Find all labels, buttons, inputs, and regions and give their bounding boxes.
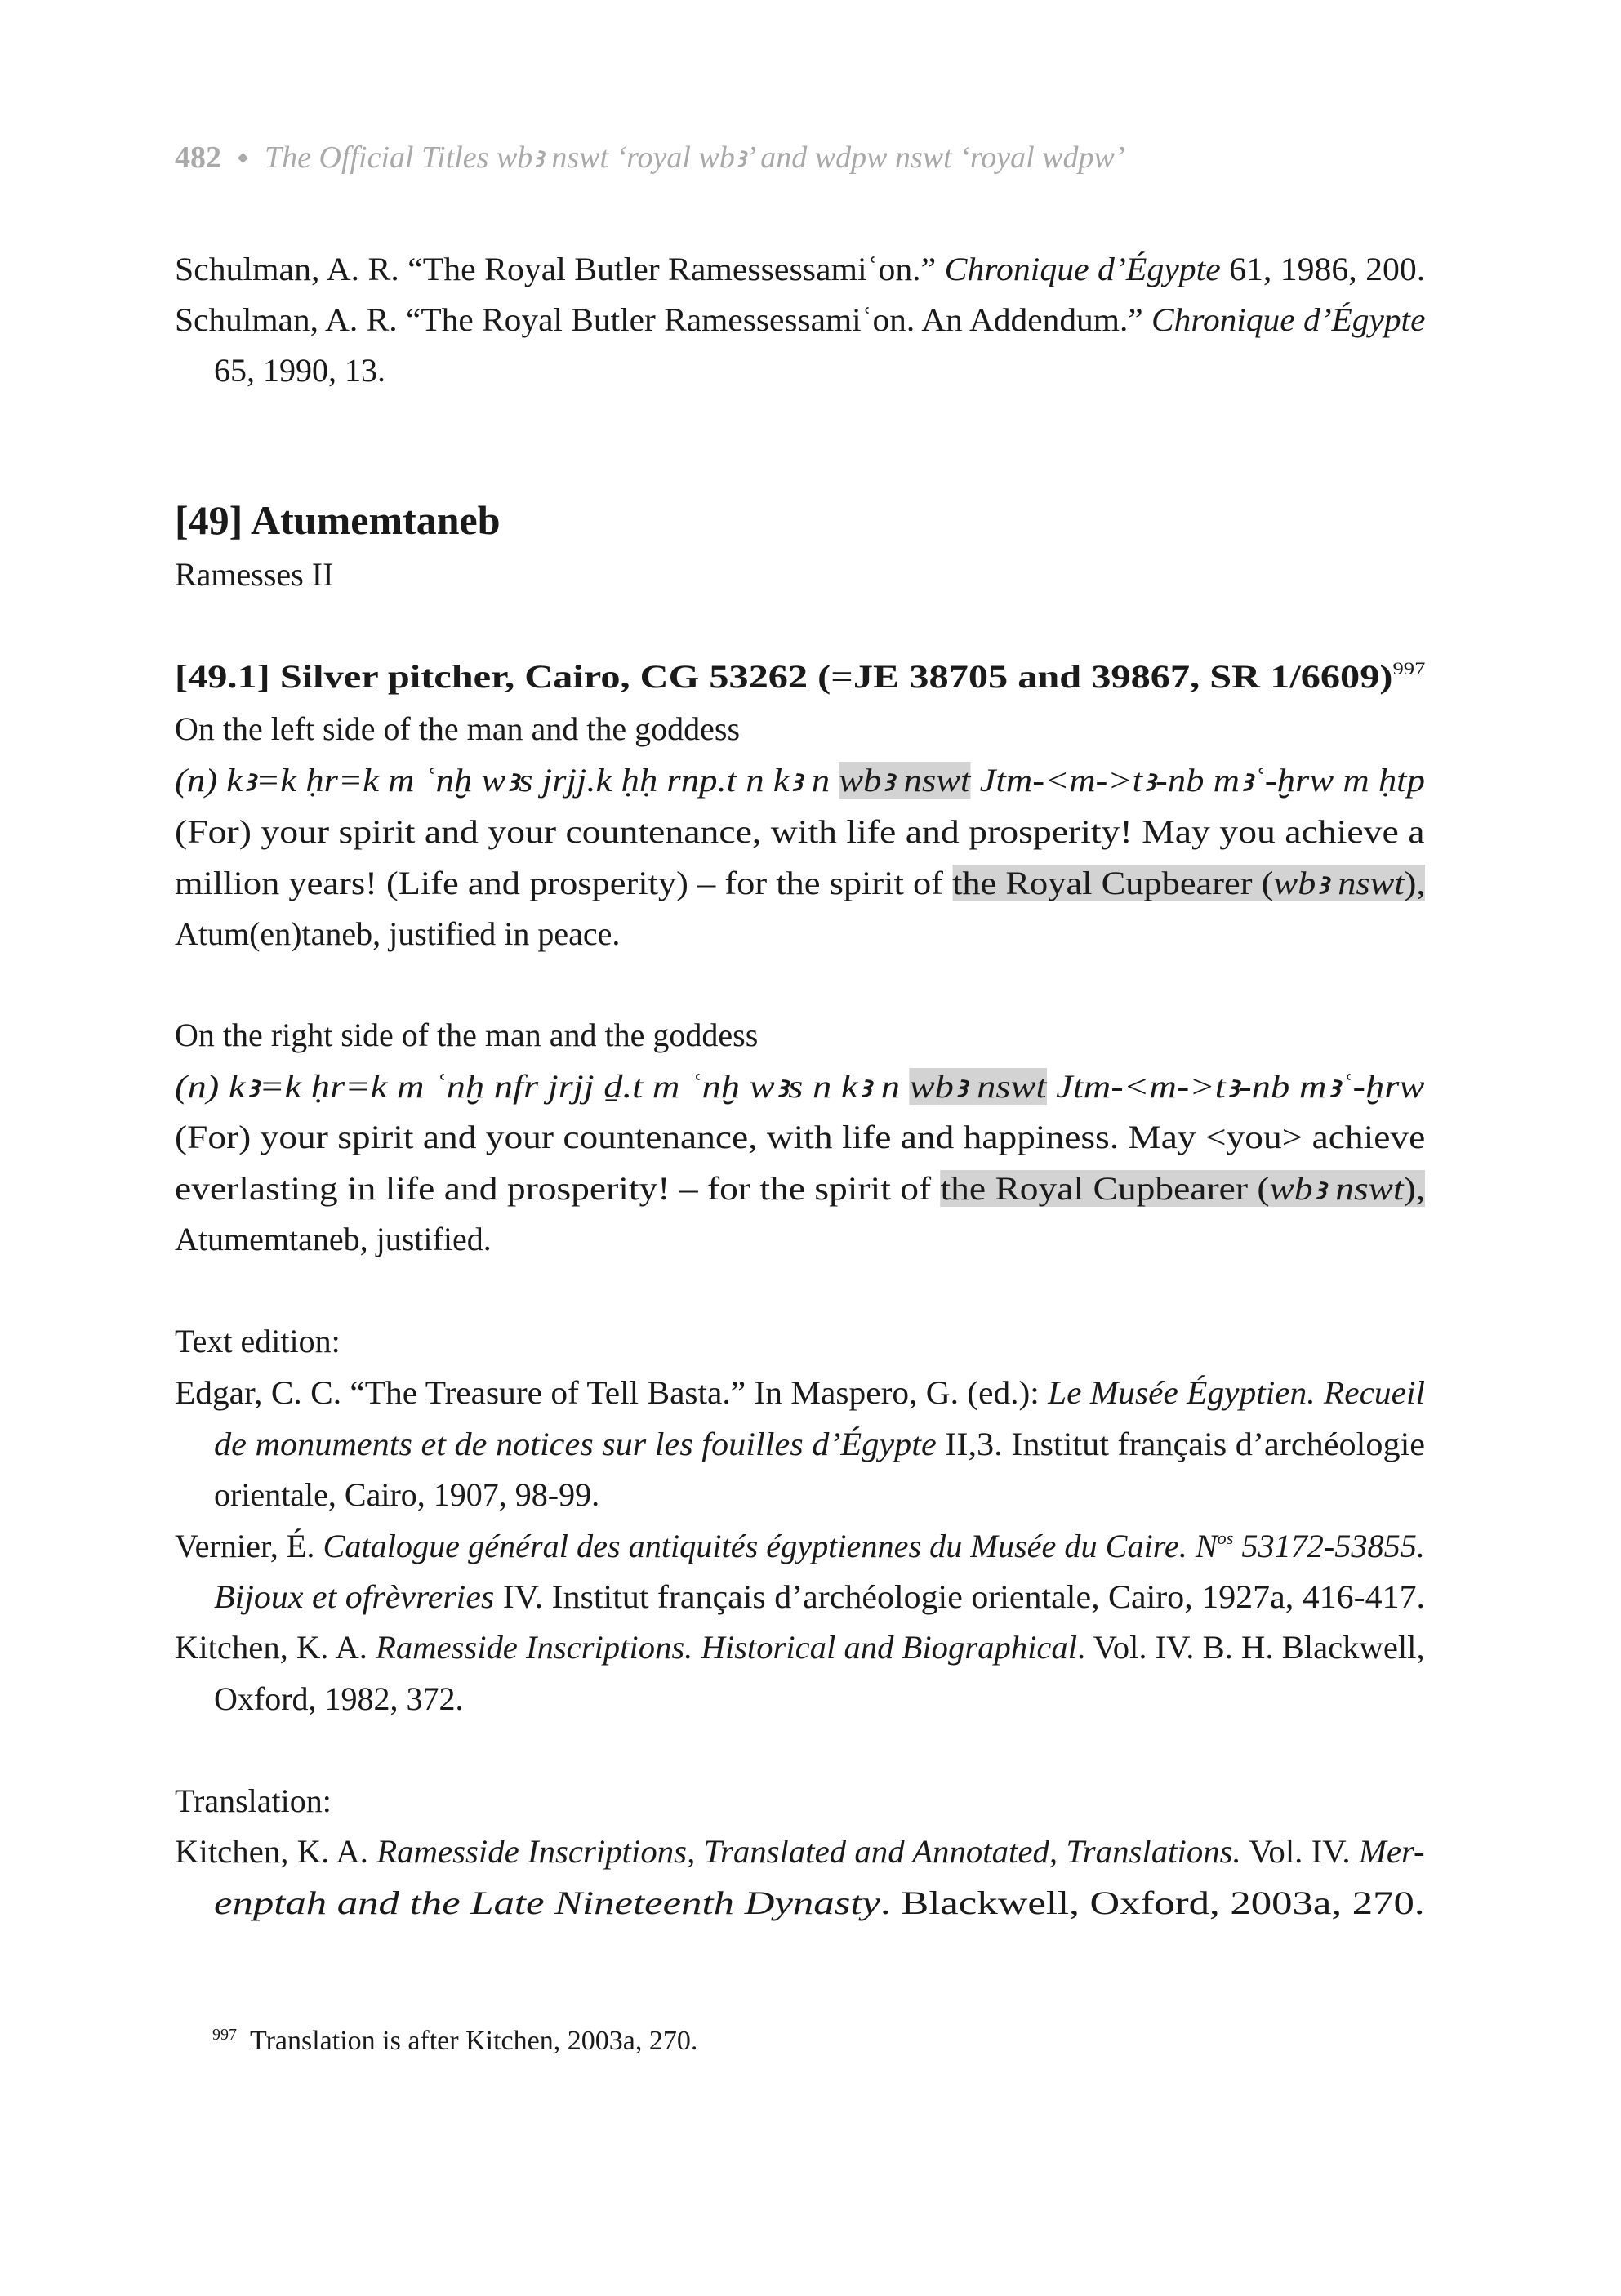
bib-text: IV. Institut français d’archéologie orientale, Cairo, 1927a, 416-417. — [494, 1578, 1426, 1615]
translit-text: (n) kꜣ=k ḥr=k m ʿnḫ wꜣs jrjj.k ḥḥ rnp.t n kꜣ n — [175, 762, 839, 799]
bib-text: . Vol. IV. B. H. Blackwell, — [1077, 1629, 1425, 1666]
bib-text: 65, 1990, 13. — [214, 352, 385, 389]
entry-title: [49] Atumemtaneb — [175, 497, 501, 543]
translation-kitchen-line-1 — [175, 1832, 1425, 1871]
page-number: 482 — [175, 140, 221, 175]
bib-text: Schulman, A. R. “The Royal Butler Ramessessamiʿon.” — [175, 251, 945, 287]
text-edition-kitchen-line-1 — [175, 1628, 1425, 1667]
bib-title: de monuments et de notices sur les fouilles d’Égypte — [214, 1426, 937, 1462]
text-edition-edgar-line-2 — [214, 1425, 1425, 1464]
bib-text: Kitchen, K. A. — [175, 1833, 377, 1870]
bib-text: II,3. Institut français d’archéologie — [936, 1426, 1426, 1462]
text-edition-kitchen-line-2: Oxford, 1982, 372. — [214, 1680, 464, 1717]
footnote-text: Translation is after Kitchen, 2003a, 270. — [250, 2026, 698, 2056]
left-side-translation-line-3: Atum(en)taneb, justified in peace. — [175, 915, 621, 952]
running-title: The Official Titles wbꜣ nswt ‘royal wbꜣ’ and wdpw nswt ‘royal wdpw’ — [265, 140, 1125, 175]
translation-text: million years! (Life and prosperity) – for the spirit of — [175, 865, 953, 901]
text-edition-label: Text edition: — [175, 1323, 341, 1359]
footnote-number: 997 — [212, 2026, 237, 2044]
bib-text: Vernier, É. — [175, 1528, 323, 1564]
left-side-translation-line-2 — [175, 864, 1426, 903]
highlight-text: the Royal Cupbearer ( — [940, 1170, 1270, 1207]
text-edition-edgar-line-1 — [175, 1373, 1425, 1413]
left-side-translation-line-1: (For) your spirit and your countenance, with life and prosperity! May you achieve a — [175, 813, 1425, 850]
left-side-transliteration — [175, 761, 1425, 800]
right-side-translation-line-2 — [175, 1169, 1425, 1208]
right-side-label: On the right side of the man and the goddess — [175, 1017, 759, 1053]
bib-title: Ramesside Inscriptions. Historical and Biographical — [376, 1629, 1078, 1666]
translit-text: (n) kꜣ=k ḥr=k m ʿnḫ nfr jrjj ḏ.t m ʿnḫ wꜣs n kꜣ n — [175, 1068, 910, 1105]
translit-text: Jtm-<m->tꜣ-nb mꜣʿ-ḫrw — [1046, 1068, 1425, 1105]
right-side-translation-line-1: (For) your spirit and your countenance, with life and happiness. May <you> achieve — [175, 1119, 1426, 1155]
bib-title: Bijoux et ofrèvreries — [214, 1578, 495, 1615]
bib-journal: Chronique d’Égypte — [944, 251, 1221, 287]
bib-text: Edgar, C. C. “The Treasure of Tell Basta.” In Maspero, G. (ed.): — [175, 1374, 1049, 1411]
translation-highlight — [941, 1170, 1426, 1207]
bib-text: . Blackwell, Oxford, 2003a, 270. — [880, 1884, 1425, 1921]
highlight-italic: wbꜣ nswt — [1273, 865, 1405, 901]
bib-title: Mer- — [1358, 1833, 1425, 1870]
bib-entry-schulman-1990-cont — [214, 351, 385, 390]
bib-journal: Chronique d’Égypte — [1151, 301, 1426, 338]
translation-highlight — [952, 865, 1425, 901]
object-heading — [175, 657, 1425, 696]
footnote-997 — [212, 2022, 697, 2061]
text-edition-vernier-line-1 — [175, 1527, 1425, 1566]
footnote-ref[interactable]: 997 — [1392, 658, 1426, 679]
bib-title: Ramesside Inscriptions, Translated and Annotated, Translations. — [376, 1833, 1241, 1870]
translit-highlight: wbꜣ nswt — [909, 1068, 1047, 1105]
translation-label: Translation: — [175, 1782, 332, 1819]
bib-entry-schulman-1986 — [175, 250, 1425, 289]
entry-reign: Ramesses II — [175, 556, 334, 593]
bib-sup: os — [1217, 1528, 1234, 1548]
running-header — [175, 139, 1124, 176]
highlight-italic: wbꜣ nswt — [1269, 1170, 1404, 1207]
right-side-transliteration — [175, 1067, 1424, 1106]
text-edition-edgar-line-3: orientale, Cairo, 1907, 98-99. — [214, 1476, 600, 1513]
translation-text: everlasting in life and prosperity! – for the spirit of — [175, 1170, 941, 1207]
highlight-text: the Royal Cupbearer ( — [952, 865, 1274, 901]
bib-title: enptah and the Late Nineteenth Dynasty — [214, 1884, 880, 1921]
bib-text: 61, 1986, 200. — [1220, 251, 1426, 287]
bib-text: Kitchen, K. A. — [175, 1629, 376, 1666]
bib-title: Catalogue général des antiquités égyptiennes du Musée du Caire. N — [323, 1528, 1218, 1564]
translation-kitchen-line-2 — [214, 1884, 1425, 1923]
right-side-translation-line-3: Atumemtaneb, justified. — [175, 1221, 492, 1257]
highlight-text: ), — [1403, 1170, 1426, 1207]
bib-title: 53172-53855. — [1233, 1528, 1425, 1564]
bib-title: Le Musée Égyptien. Recueil — [1048, 1374, 1425, 1411]
object-heading-text: [49.1] Silver pitcher, Cairo, CG 53262 (=JE 38705 and 39867, SR 1/6609) — [175, 658, 1393, 695]
translit-highlight: wbꜣ nswt — [839, 762, 971, 799]
bullet-icon — [238, 153, 248, 163]
highlight-text: ), — [1404, 865, 1426, 901]
bib-text: Vol. IV. — [1240, 1833, 1359, 1870]
bib-entry-schulman-1990 — [175, 300, 1425, 340]
left-side-label: On the left side of the man and the goddess — [175, 710, 741, 747]
translit-text: Jtm-<m->tꜣ-nb mꜣʿ-ḫrw m ḥtp — [970, 762, 1425, 799]
text-edition-vernier-line-2 — [214, 1577, 1425, 1617]
bib-text: Schulman, A. R. “The Royal Butler Ramessessamiʿon. An Addendum.” — [175, 301, 1152, 338]
